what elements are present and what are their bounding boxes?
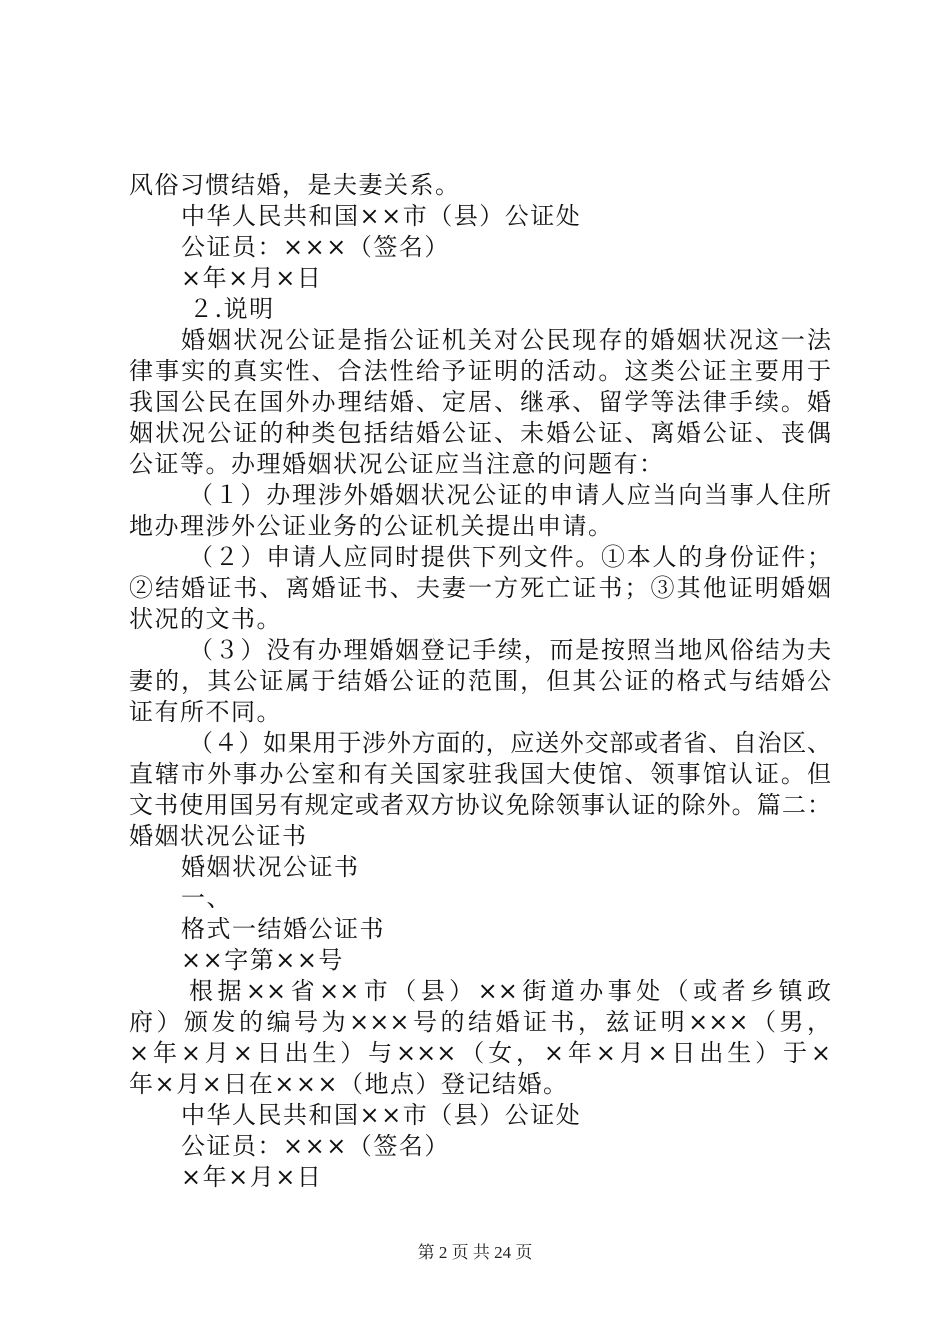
text-line: 状况的文书。 <box>129 605 282 633</box>
text-line: 地办理涉外公证业务的公证机关提出申请。 <box>129 512 614 540</box>
page-number: 第 2 页 共 24 页 <box>417 1243 533 1262</box>
date-line: ×年×月×日 <box>181 1163 323 1191</box>
text-line: 律事实的真实性、合法性给予证明的活动。这类公证主要用于 <box>129 357 831 385</box>
document-body <box>129 170 831 1193</box>
date-line: ×年×月×日 <box>181 264 323 292</box>
text-line: 根据××省××市（县）××街道办事处（或者乡镇政 <box>189 977 831 1005</box>
text-line: 文书使用国另有规定或者双方协议免除领事认证的除外。篇二： <box>129 791 831 819</box>
notary-signature-line: 公证员：×××（签名） <box>181 233 450 261</box>
text-line: 公证等。办理婚姻状况公证应当注意的问题有： <box>129 450 665 478</box>
notary-office-line: 中华人民共和国××市（县）公证处 <box>181 202 582 230</box>
section-heading: ２.说明 <box>189 295 275 323</box>
format-title: 格式一结婚公证书 <box>181 915 385 943</box>
document-title: 婚姻状况公证书 <box>181 853 360 881</box>
text-line: ②结婚证书、离婚证书、夫妻一方死亡证书；③其他证明婚姻 <box>129 574 831 602</box>
text-line: 直辖市外事办公室和有关国家驻我国大使馆、领事馆认证。但 <box>129 760 831 788</box>
list-item-line: （３）没有办理婚姻登记手续，而是按照当地风俗结为夫 <box>189 636 831 664</box>
list-item-line: （２）申请人应同时提供下列文件。①本人的身份证件； <box>189 543 831 571</box>
document-number: ××字第××号 <box>181 946 344 974</box>
list-item-line: （４）如果用于涉外方面的，应送外交部或者省、自治区、 <box>189 729 831 757</box>
list-item-line: （１）办理涉外婚姻状况公证的申请人应当向当事人住所 <box>189 481 831 509</box>
text-line: 风俗习惯结婚，是夫妻关系。 <box>129 171 461 199</box>
text-line: 婚姻状况公证是指公证机关对公民现存的婚姻状况这一法 <box>181 326 831 354</box>
text-line: 妻的，其公证属于结婚公证的范围，但其公证的格式与结婚公 <box>129 667 831 695</box>
notary-signature-line: 公证员：×××（签名） <box>181 1132 450 1160</box>
text-line: 年×月×日在×××（地点）登记结婚。 <box>129 1070 569 1098</box>
text-line: 证有所不同。 <box>129 698 282 726</box>
section-number: 一、 <box>181 884 232 912</box>
text-line: 婚姻状况公证书 <box>129 822 308 850</box>
text-line: ×年×月×日出生）与×××（女，×年×月×日出生）于× <box>129 1039 831 1067</box>
text-line: 姻状况公证的种类包括结婚公证、未婚公证、离婚公证、丧偶 <box>129 419 831 447</box>
notary-office-line: 中华人民共和国××市（县）公证处 <box>181 1101 582 1129</box>
text-line: 府）颁发的编号为×××号的结婚证书，兹证明×××（男， <box>129 1008 831 1036</box>
text-line: 我国公民在国外办理结婚、定居、继承、留学等法律手续。婚 <box>129 388 831 416</box>
